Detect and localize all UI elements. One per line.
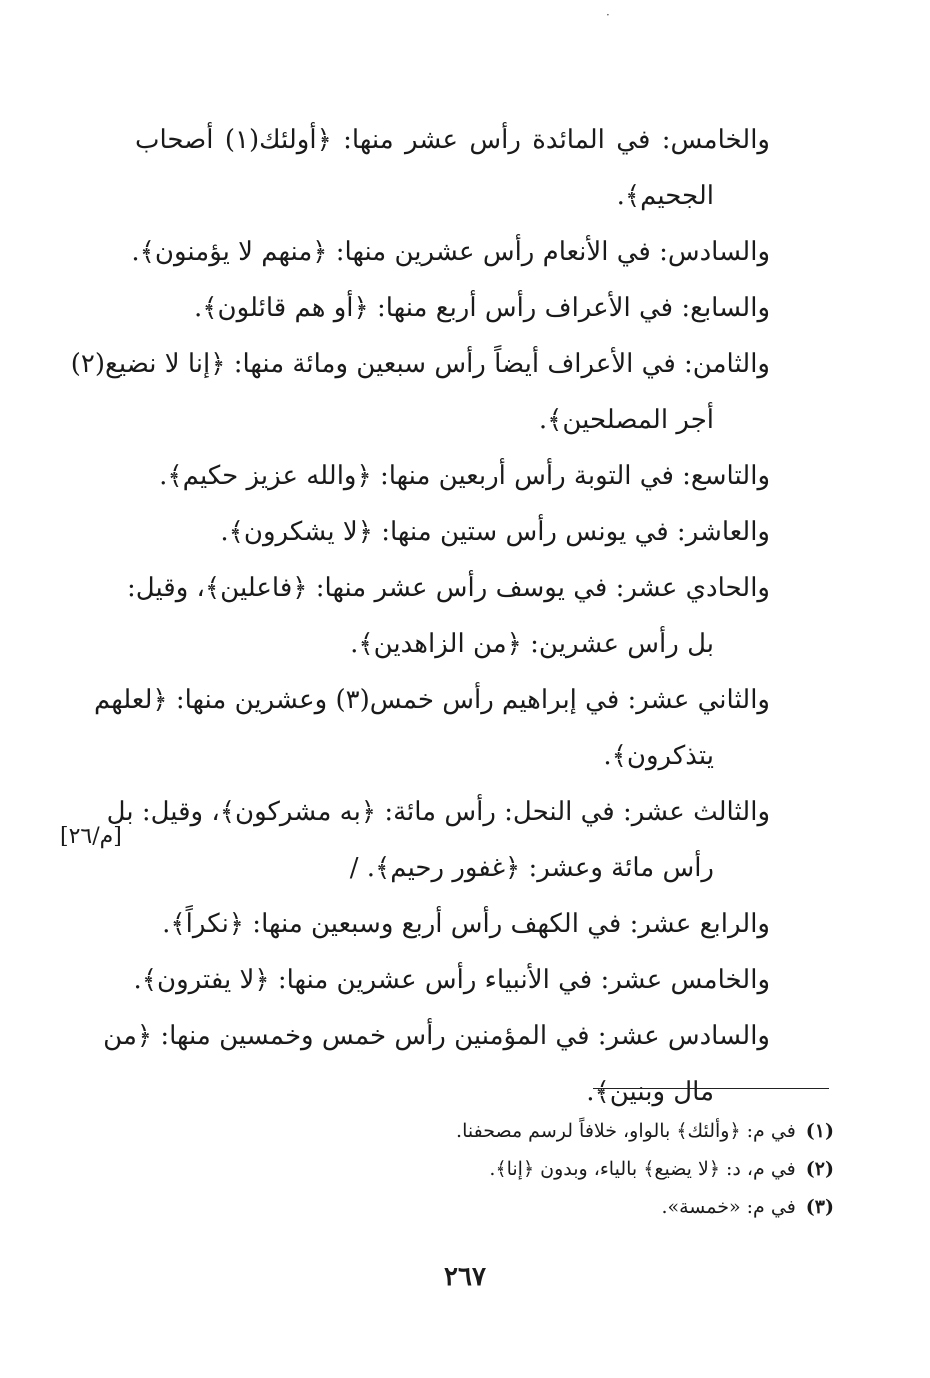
paragraph — [135, 896, 770, 952]
page-number: ٢٦٧ — [444, 1262, 486, 1292]
text-line: والسادس: في الأنعام رأس عشرين منها: ﴿منهم لا يؤمنون﴾. — [131, 237, 770, 267]
paragraph — [106, 784, 770, 896]
footnote — [234, 1150, 834, 1188]
text-line: بل رأس عشرين: ﴿من الزاهدين﴾. — [350, 629, 714, 659]
text-line: مال وبنين﴾. — [586, 1077, 714, 1107]
footnotes — [234, 1112, 834, 1226]
text-line: والثامن: في الأعراف أيضاً رأس سبعين ومائة منها: ﴿إنا لا نضيع(٢) — [70, 349, 770, 379]
footnote-divider — [593, 1088, 829, 1089]
paragraph — [131, 224, 770, 280]
paragraph — [135, 504, 770, 560]
footnote-number: (١) — [805, 1120, 834, 1142]
footnote — [234, 1188, 834, 1226]
top-mark: · — [606, 8, 610, 22]
paragraph — [135, 280, 770, 336]
paragraph — [103, 1008, 770, 1120]
text-line: والثاني عشر: في إبراهيم رأس خمس(٣) وعشرين منها: ﴿لعلهم — [94, 685, 770, 715]
footnote-number: (٣) — [805, 1196, 834, 1218]
paragraph — [135, 112, 770, 224]
footnote-text: في م: ﴿وألئك﴾ بالواو، خلافاً لرسم مصحفنا. — [456, 1120, 796, 1142]
paragraph — [94, 672, 770, 784]
text-line: والتاسع: في التوبة رأس أربعين منها: ﴿والله عزيز حكيم﴾. — [159, 461, 770, 491]
footnote-text: في م: «خمسة». — [661, 1196, 796, 1218]
text-line: والرابع عشر: في الكهف رأس أربع وسبعين منها: ﴿نكراً﴾. — [162, 909, 770, 939]
text-line: والحادي عشر: في يوسف رأس عشر منها: ﴿فاعلين﴾، وقيل: — [127, 573, 770, 603]
text-line: والسادس عشر: في المؤمنين رأس خمس وخمسين منها: ﴿من — [103, 1021, 770, 1051]
paragraph — [127, 560, 770, 672]
text-line: والثالث عشر: في النحل: رأس مائة: ﴿به مشركون﴾، وقيل: بل — [106, 797, 770, 827]
text-line: والخامس عشر: في الأنبياء رأس عشرين منها: ﴿لا يفترون﴾. — [133, 965, 770, 995]
text-line: والعاشر: في يونس رأس ستين منها: ﴿لا يشكرون﴾. — [220, 517, 770, 547]
text-line: أجر المصلحين﴾. — [538, 405, 714, 435]
text-line: الجحيم﴾. — [616, 181, 714, 211]
margin-reference: [م/٢٦] — [60, 824, 122, 849]
footnote — [234, 1112, 834, 1150]
paragraph — [135, 952, 770, 1008]
text-line: رأس مائة وعشر: ﴿غفور رحيم﴾. / — [349, 853, 714, 883]
footnote-text: في م، د: ﴿لا يضيع﴾ بالياء، وبدون ﴿إنا﴾. — [489, 1158, 796, 1180]
paragraph — [70, 336, 770, 448]
footnote-number: (٢) — [805, 1158, 834, 1180]
text-line: والسابع: في الأعراف رأس أربع منها: ﴿أو هم قائلون﴾. — [193, 293, 770, 323]
text-line: يتذكرون﴾. — [603, 741, 714, 771]
paragraph — [135, 448, 770, 504]
text-line: والخامس: في المائدة رأس عشر منها: ﴿أولئك(١) أصحاب — [135, 125, 770, 155]
